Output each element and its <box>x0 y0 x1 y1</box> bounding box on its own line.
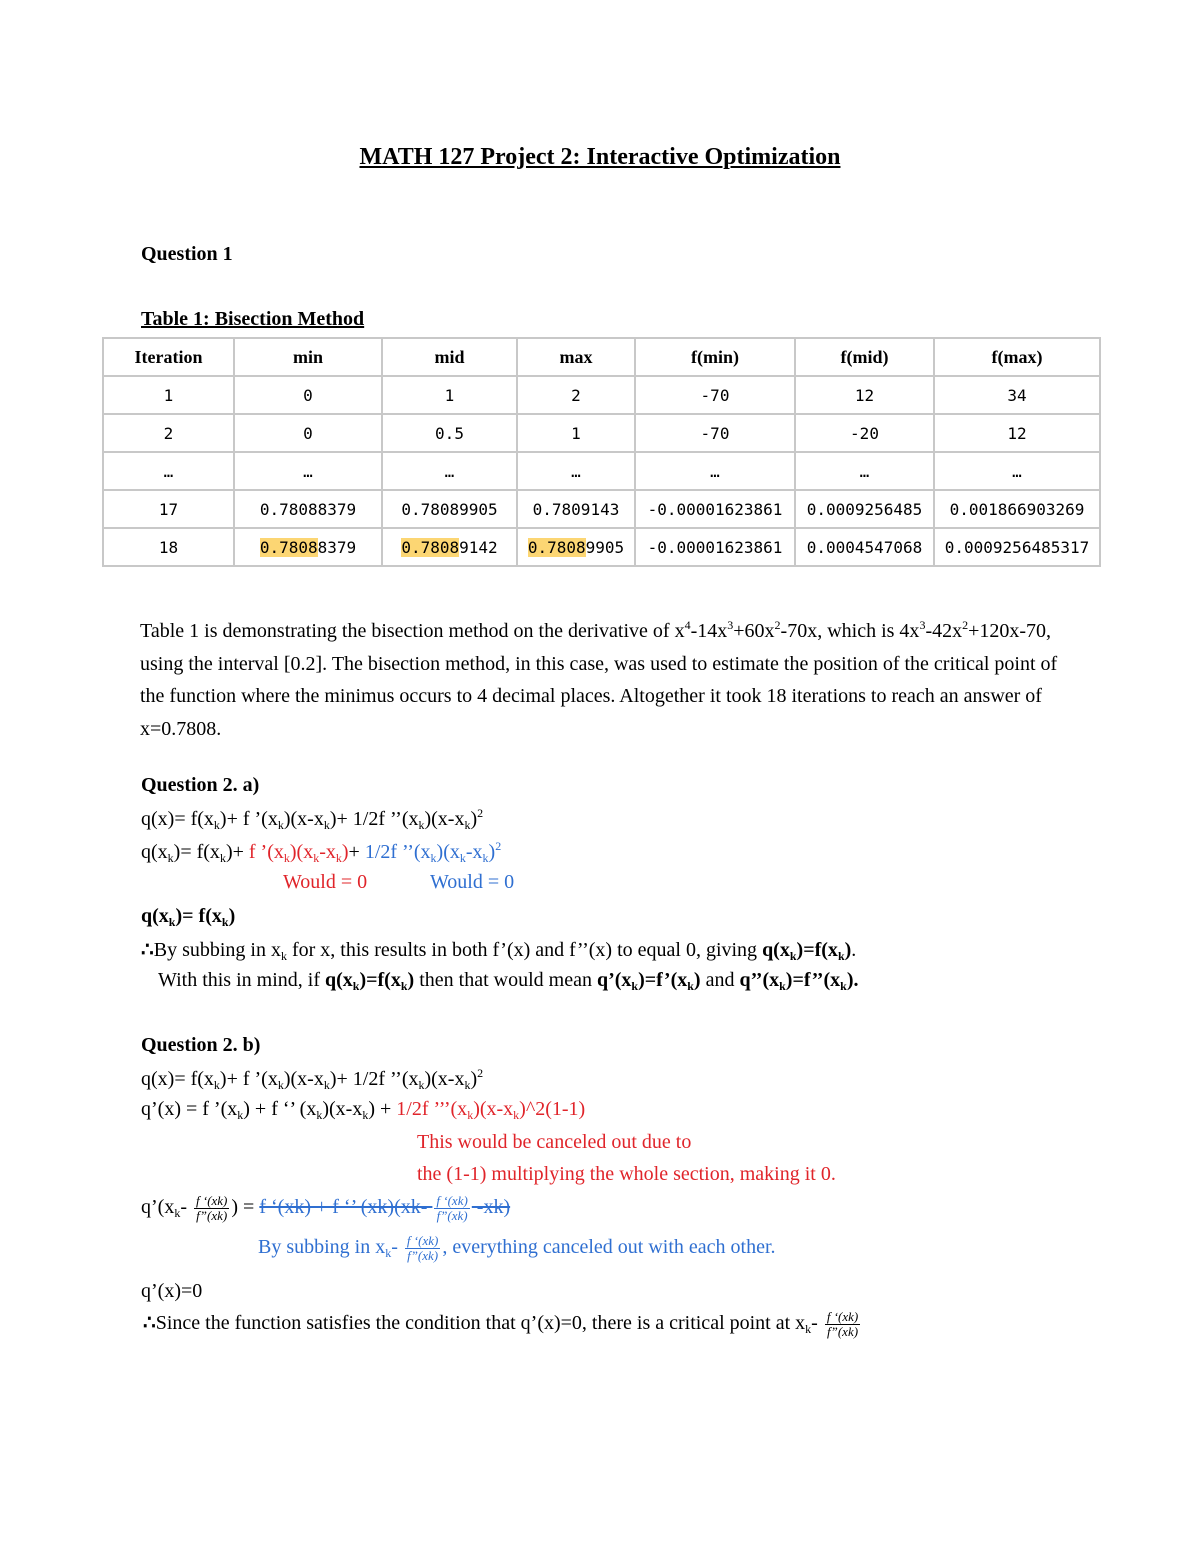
col-header: mid <box>382 338 517 376</box>
red-note-line-2: the (1-1) multiplying the whole section, making it 0. <box>417 1163 836 1185</box>
table-cell: 1 <box>103 376 234 414</box>
table-cell: 12 <box>934 414 1100 452</box>
table-cell: 18 <box>103 528 234 566</box>
table-cell: 1 <box>382 376 517 414</box>
highlighted-digits: 0.7808 <box>259 537 318 557</box>
table-cell: … <box>934 452 1100 490</box>
col-header: Iteration <box>103 338 234 376</box>
conclusion-line-1: ∴By subbing in $x_k$ for x, this results in both f’(x) and f’’(x) to equal 0, giving $q(x_k)=f(x_k)$. <box>141 939 857 963</box>
equation-q-prime: q’(x) = f $’(x_k) + f$ ‘’ $(x_k)(x-x_k) + 1/2f$ $’’’(x_k)(x-x_k)\^{}2(1-1)$ <box>141 1098 586 1122</box>
conclusion-line-2: With this in mind, if $q(x_k)=f(x_k)$ then that would mean $q’(x_k)=f’(x_k)$ and $q’’(x_k)=f’’(x_k)$. <box>158 969 859 993</box>
table-cell: -0.00001623861 <box>635 528 795 566</box>
table-row-final <box>103 528 1100 566</box>
col-header: max <box>517 338 635 376</box>
col-header: min <box>234 338 382 376</box>
table-row <box>103 414 1100 452</box>
table-cell: 0.5 <box>382 414 517 452</box>
table-cell-mid <box>382 528 517 566</box>
col-header: f(min) <box>635 338 795 376</box>
table-cell: 0 <box>234 414 382 452</box>
table-cell: 34 <box>934 376 1100 414</box>
table-cell-min <box>234 528 382 566</box>
table-cell-max <box>517 528 635 566</box>
fraction: $\frac{f ‘(xk)}{f”(xk)}$ <box>406 1233 439 1263</box>
highlighted-digits: 0.7808 <box>527 537 586 557</box>
table-cell: … <box>382 452 517 490</box>
final-conclusion: ∴Since the function satisfies the condition that q’(x)=0, there is a critical point at $x_k-$ $\frac{f ‘(xk)}{f”(xk)}$ <box>143 1309 859 1339</box>
table-row <box>103 452 1100 490</box>
equation-substitution: $q’(x_k-$ $\frac{f ‘(xk)}{f”(xk)}$ ) = f ‘(xk) + f ‘’ (xk)(xk- $\frac{f ‘(xk)}{f”(xk)}$ -xk) <box>141 1193 511 1223</box>
table-cell: 12 <box>795 376 934 414</box>
table-cell: 0.7809143 <box>517 490 635 528</box>
blue-note: By subbing in $x_k-$ $\frac{f ‘(xk)}{f”(xk)}$ , everything canceled out with each other. <box>258 1233 776 1263</box>
remaining-digits: 8379 <box>317 537 357 557</box>
equation-result: $q(x_k)= f(x_k)$ <box>141 905 236 929</box>
table-cell: 17 <box>103 490 234 528</box>
question-1-explanation: Table 1 is demonstrating the bisection method on the derivative of $x^4-14x^3+60x^2-70x$, which is $4x^3-42x^2+120x-70$, using the interval [0.2]. The bisection method, in this case, was used to estimate the position of the critical point of the function where the minimus occurs to 4 decimal places. Altogether it took 18 iterations to reach an answer of x=0.7808. <box>140 618 1058 740</box>
highlighted-digits: 0.7808 <box>401 537 460 557</box>
remaining-digits: 9142 <box>459 537 498 557</box>
table-cell: -0.00001623861 <box>635 490 795 528</box>
table-cell: 0.78089905 <box>382 490 517 528</box>
table-cell: … <box>234 452 382 490</box>
table-cell: 0.001866903269 <box>934 490 1100 528</box>
table-cell: 0.0009256485317 <box>934 528 1100 566</box>
question-1-heading: Question 1 <box>141 243 233 265</box>
fraction: $\frac{f ‘(xk)}{f”(xk)}$ <box>196 1193 228 1223</box>
red-note-line-1: This would be canceled out due to <box>417 1131 692 1153</box>
bisection-table <box>102 337 1101 567</box>
table-header-row <box>103 338 1100 376</box>
table-row <box>103 376 1100 414</box>
would-zero-blue: Would = 0 <box>430 871 515 893</box>
col-header: f(max) <box>934 338 1100 376</box>
equation-q-x: $q(x)= f(x_k)+ f$ $’(x_k)(x-x_k)+ 1/2f$ $’’(x_k)(x-x_k)^2$ <box>141 806 484 832</box>
equation-q-xk: $q(x_k)= f(x_k)+ f$ $’(x_k)(x_k-x_k)+ 1/2f$ $’’(x_k)(x_k-x_k)^2$ <box>141 839 502 865</box>
table-cell: 0.78088379 <box>234 490 382 528</box>
table-cell: … <box>517 452 635 490</box>
remaining-digits: 9905 <box>585 537 625 557</box>
table-row <box>103 490 1100 528</box>
table-cell: 1 <box>517 414 635 452</box>
table-cell: … <box>635 452 795 490</box>
table-cell: -70 <box>635 414 795 452</box>
table-cell: 0.0009256485 <box>795 490 934 528</box>
equation-q-x-2b: $q(x)= f(x_k)+ f$ $’(x_k)(x-x_k)+ 1/2f$ $’’(x_k)(x-x_k)^2$ <box>141 1066 484 1092</box>
fraction: $\frac{f ‘(xk)}{f”(xk)}$ <box>826 1309 859 1339</box>
table-cell: -20 <box>795 414 934 452</box>
question-2b-heading: Question 2. b) <box>141 1034 261 1056</box>
question-2a-heading: Question 2. a) <box>141 774 260 796</box>
table-cell: 0.0004547068 <box>795 528 934 566</box>
would-zero-red: Would = 0 <box>283 871 368 893</box>
table-cell: -70 <box>635 376 795 414</box>
table-cell: 0 <box>234 376 382 414</box>
q-prime-zero: q’(x)=0 <box>141 1280 203 1302</box>
table-cell: 2 <box>517 376 635 414</box>
table-cell: … <box>103 452 234 490</box>
table-cell: … <box>795 452 934 490</box>
table-caption: Table 1: Bisection Method <box>141 308 365 330</box>
col-header: f(mid) <box>795 338 934 376</box>
page-title: MATH 127 Project 2: Interactive Optimization <box>359 144 841 170</box>
table-cell: 2 <box>103 414 234 452</box>
